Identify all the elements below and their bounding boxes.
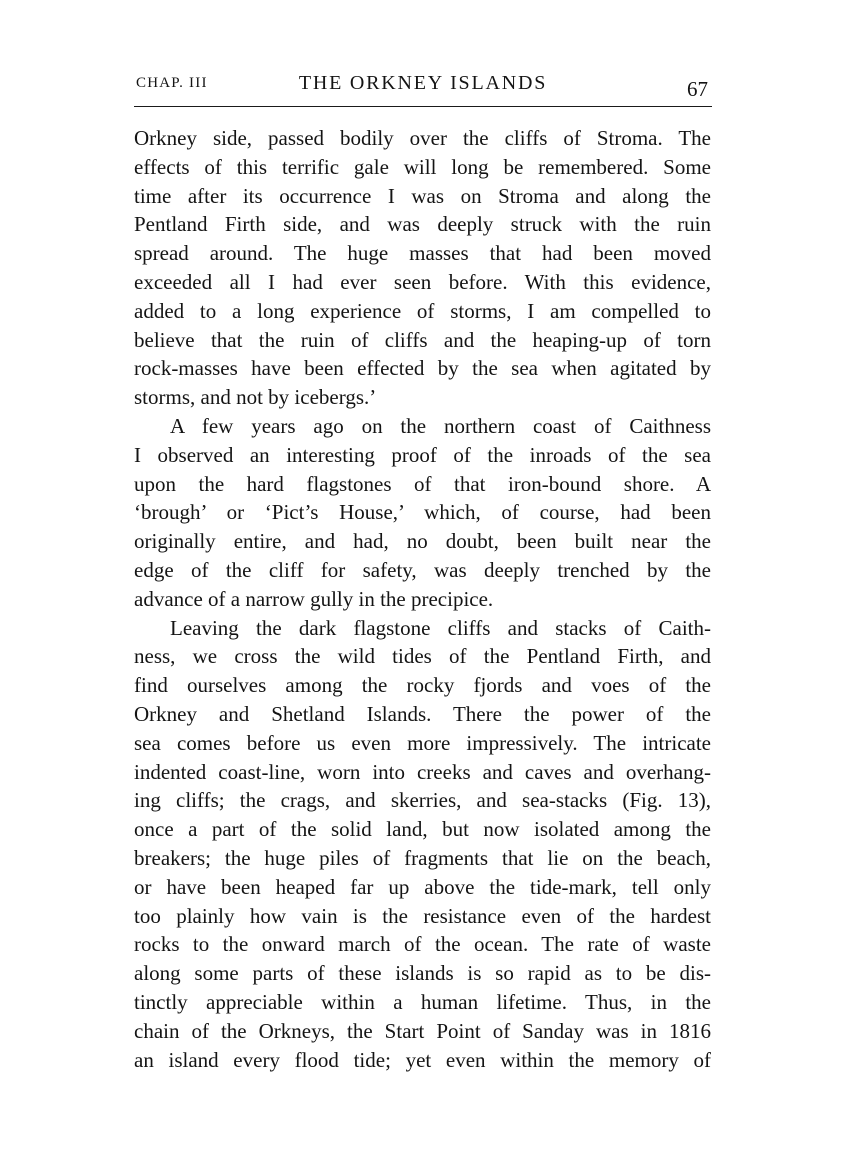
running-head	[136, 72, 710, 102]
paragraph	[134, 124, 711, 412]
text-line: upon the hard flagstones of that iron-bound shore. A	[134, 471, 711, 496]
text-line: rock-masses have been effected by the sea when agitated by	[134, 356, 711, 381]
text-line: time after its occurrence I was on Stroma and along the	[134, 183, 711, 208]
text-line: chain of the Orkneys, the Start Point of Sanday was in 1816	[134, 1018, 711, 1043]
chapter-label: CHAP. III	[136, 75, 208, 91]
text-line: Leaving the dark flagstone cliffs and stacks of Caith-	[170, 615, 711, 640]
text-line: sea comes before us even more impressively. The intricate	[134, 730, 711, 755]
text-line: edge of the cliff for safety, was deeply trenched by the	[134, 557, 711, 582]
running-title: THE ORKNEY ISLANDS	[298, 72, 548, 94]
paragraph	[134, 614, 711, 1075]
header-rule	[134, 106, 712, 107]
text-line: effects of this terrific gale will long be remembered. Some	[134, 154, 711, 179]
text-line: exceeded all I had ever seen before. With this evidence,	[134, 269, 711, 294]
text-line: ‘brough’ or ‘Pict’s House,’ which, of course, had been	[134, 500, 711, 525]
text-line: an island every flood tide; yet even within the memory of	[134, 1047, 711, 1072]
text-line: indented coast-line, worn into creeks and caves and overhang-	[134, 759, 711, 784]
text-line: ing cliffs; the crags, and skerries, and sea-stacks (Fig. 13),	[134, 788, 711, 813]
text-line: added to a long experience of storms, I am compelled to	[134, 298, 711, 323]
text-line: ness, we cross the wild tides of the Pentland Firth, and	[134, 644, 711, 669]
page-number: 67	[687, 77, 708, 101]
text-line: once a part of the solid land, but now isolated among the	[134, 817, 711, 842]
text-line: advance of a narrow gully in the precipice.	[134, 586, 494, 611]
text-line: I observed an interesting proof of the inroads of the sea	[134, 442, 711, 467]
body-text	[134, 124, 711, 1074]
text-line: find ourselves among the rocky fjords and voes of the	[134, 673, 711, 698]
text-line: rocks to the onward march of the ocean. The rate of waste	[134, 932, 711, 957]
text-line: too plainly how vain is the resistance even of the hardest	[134, 903, 711, 928]
text-line: tinctly appreciable within a human lifetime. Thus, in the	[134, 989, 711, 1014]
text-line: believe that the ruin of cliffs and the heaping-up of torn	[134, 327, 711, 352]
text-line: A few years ago on the northern coast of Caithness	[170, 413, 711, 438]
text-line: or have been heaped far up above the tide-mark, tell only	[134, 874, 711, 899]
text-line: Orkney and Shetland Islands. There the power of the	[134, 701, 711, 726]
text-line: storms, and not by icebergs.’	[134, 385, 377, 410]
text-line: along some parts of these islands is so rapid as to be dis-	[134, 961, 711, 986]
text-line: Orkney side, passed bodily over the cliffs of Stroma. The	[134, 126, 711, 150]
text-line: Pentland Firth side, and was deeply struck with the ruin	[134, 212, 711, 237]
text-line: breakers; the huge piles of fragments that lie on the beach,	[134, 845, 711, 870]
paragraph	[134, 412, 711, 614]
text-line: spread around. The huge masses that had been moved	[134, 241, 711, 266]
text-line: originally entire, and had, no doubt, been built near the	[134, 529, 711, 554]
